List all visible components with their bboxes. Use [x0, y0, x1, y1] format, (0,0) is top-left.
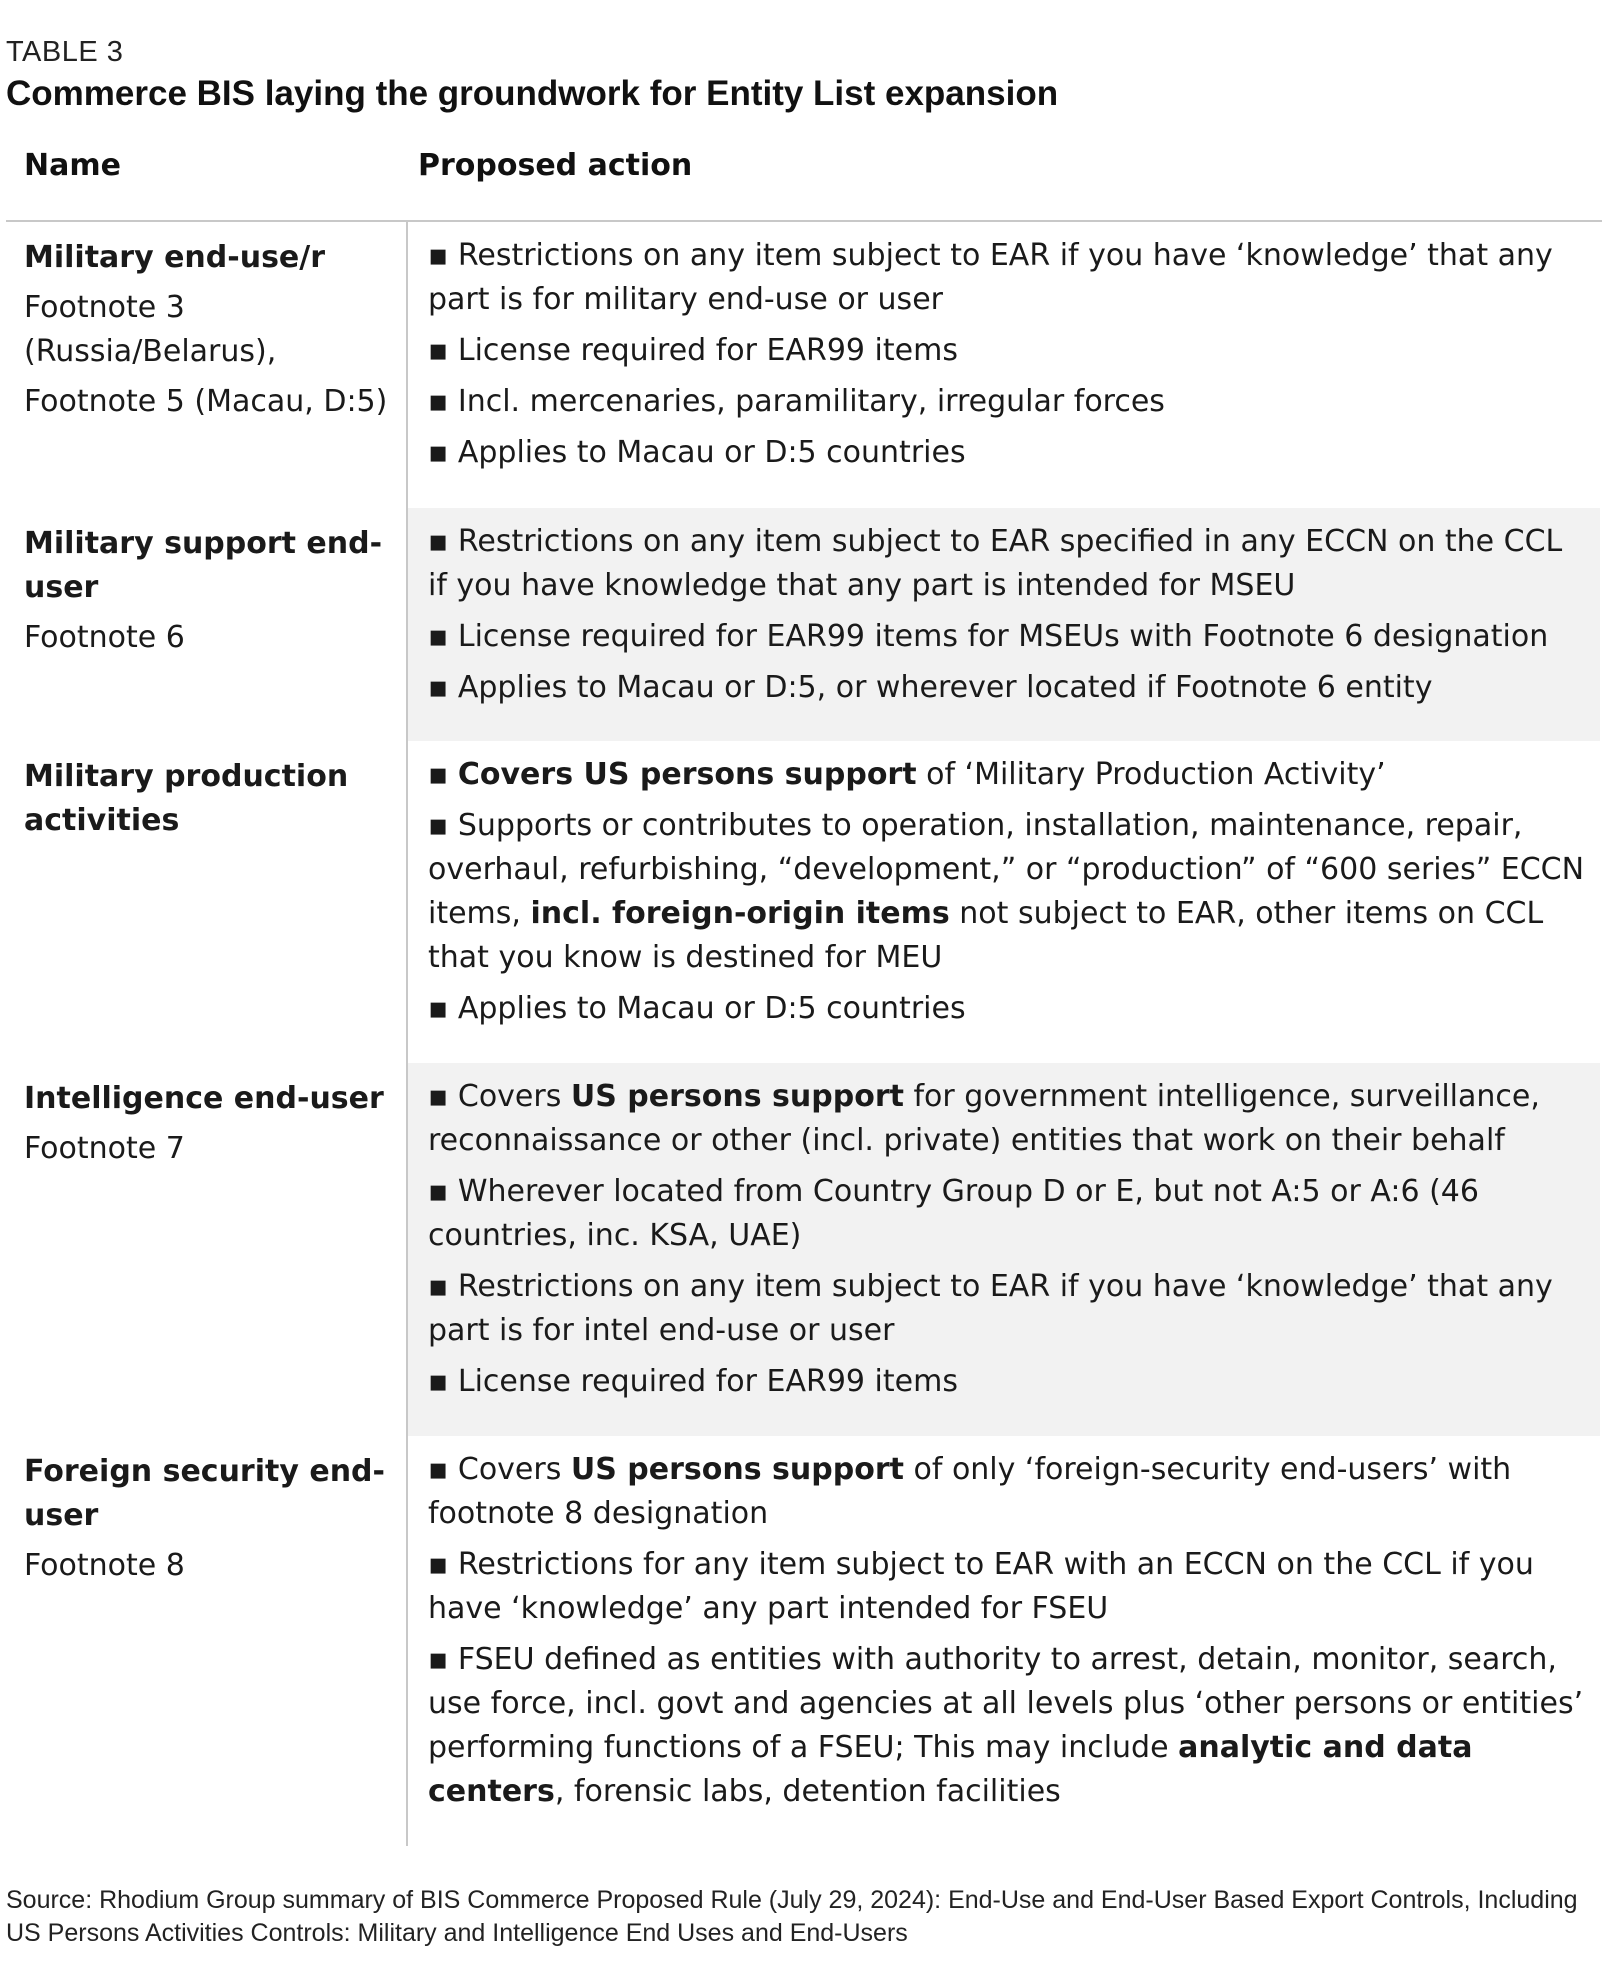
table-row: [0, 1063, 1606, 1436]
action-bullet: [428, 1265, 1586, 1353]
bullet-text: ▪ Covers: [428, 1452, 571, 1487]
column-header-action: Proposed action: [418, 148, 693, 183]
bullet-text: of only ‘foreign-security end-users’ with footnote 8 designation: [428, 1452, 1512, 1531]
bullet-text: ▪ Wherever located from Country Group D or E, but not A:5 or A:6 (46 countries, inc. KSA, UAE): [428, 1174, 1479, 1253]
bullet-text: , forensic labs, detention facilities: [554, 1774, 1061, 1809]
bullet-text: ▪ Covers: [428, 1079, 571, 1114]
bullet-text: not subject to EAR, other items on CCL that you know is destined for MEU: [428, 896, 1544, 975]
action-cell: [428, 753, 1586, 1038]
bullet-text: ▪: [428, 757, 458, 792]
bullet-emphasis: incl. foreign-origin items: [530, 896, 950, 931]
action-bullet: [428, 520, 1586, 608]
name-cell: [24, 236, 394, 424]
row-footnote: Footnote 3 (Russia/Belarus),: [24, 290, 277, 369]
action-bullet: [428, 1543, 1586, 1631]
bullet-text: ▪ FSEU defined as entities with authority to arrest, detain, monitor, search, use force, incl. govt and agencies at all levels plus ‘other persons or entities’ performing functions of a FSEU; This may include: [428, 1642, 1584, 1765]
bullet-emphasis: US persons support: [570, 1079, 904, 1114]
bullet-emphasis: analytic and data centers: [428, 1730, 1473, 1809]
row-name: Foreign security end-user: [24, 1454, 385, 1533]
table-row: [0, 741, 1606, 1063]
bullet-text: ▪ Restrictions on any item subject to EAR if you have ‘knowledge’ that any part is for military end-use or user: [428, 238, 1553, 317]
action-bullet: [428, 615, 1586, 659]
name-cell: [24, 1450, 394, 1588]
action-cell: [428, 234, 1586, 482]
column-header-name: Name: [24, 148, 121, 183]
bullet-text: ▪ Restrictions for any item subject to EAR with an ECCN on the CCL if you have ‘knowledge’ any part intended for FSEU: [428, 1547, 1534, 1626]
bullet-text: ▪ Supports or contributes to operation, installation, maintenance, repair, overhaul, refurbishing, “development,” or “production” of “600 series” ECCN items,: [428, 808, 1585, 931]
table-row: [0, 222, 1606, 508]
table-row: [0, 1436, 1606, 1846]
bullet-text: ▪ Applies to Macau or D:5, or wherever located if Footnote 6 entity: [428, 670, 1433, 705]
row-footnote: Footnote 7: [24, 1131, 185, 1166]
name-cell: [24, 755, 394, 843]
action-bullet: [428, 329, 1586, 373]
row-name: Military end-use/r: [24, 240, 326, 275]
action-bullet: [428, 666, 1586, 710]
action-bullet: [428, 1448, 1586, 1536]
name-cell: [24, 522, 394, 660]
row-name: Military support end-user: [24, 526, 383, 605]
bullet-text: ▪ Applies to Macau or D:5 countries: [428, 435, 966, 470]
source-note: Source: Rhodium Group summary of BIS Commerce Proposed Rule (July 29, 2024): End-Use and End-User Based Export Controls, Including US Persons Activities Controls: Military and Intelligence End Uses and End-Users: [6, 1886, 1578, 1947]
table-label: TABLE 3: [6, 36, 124, 68]
action-bullet: [428, 380, 1586, 424]
bullet-emphasis: US persons support: [570, 1452, 904, 1487]
action-bullet: [428, 804, 1586, 980]
row-name: Military production activities: [24, 759, 349, 838]
bullet-text: for government intelligence, surveillance, reconnaissance or other (incl. private) entities that work on their behalf: [428, 1079, 1540, 1158]
bullet-text: ▪ Restrictions on any item subject to EAR if you have ‘knowledge’ that any part is for intel end-use or user: [428, 1269, 1553, 1348]
bullet-text: of ‘Military Production Activity’: [916, 757, 1386, 792]
bullet-text: ▪ License required for EAR99 items: [428, 1364, 958, 1399]
action-bullet: [428, 1360, 1586, 1404]
table-title: Commerce BIS laying the groundwork for Entity List expansion: [6, 74, 1059, 113]
row-footnote: Footnote 8: [24, 1548, 185, 1583]
action-bullet: [428, 1075, 1586, 1163]
action-bullet: [428, 431, 1586, 475]
row-name: Intelligence end-user: [24, 1081, 384, 1116]
table-row: [0, 508, 1606, 741]
bullet-text: ▪ Applies to Macau or D:5 countries: [428, 991, 966, 1026]
action-bullet: [428, 1638, 1586, 1814]
row-footnote: Footnote 6: [24, 620, 185, 655]
bullet-text: ▪ Restrictions on any item subject to EAR specified in any ECCN on the CCL if you have knowledge that any part is intended for MSEU: [428, 524, 1563, 603]
bullet-text: ▪ Incl. mercenaries, paramilitary, irregular forces: [428, 384, 1165, 419]
action-bullet: [428, 234, 1586, 322]
action-bullet: [428, 753, 1586, 797]
bullet-text: ▪ License required for EAR99 items: [428, 333, 958, 368]
action-cell: [428, 520, 1586, 717]
action-bullet: [428, 987, 1586, 1031]
row-footnote: Footnote 5 (Macau, D:5): [24, 384, 388, 419]
action-cell: [428, 1448, 1586, 1821]
name-cell: [24, 1077, 394, 1171]
bullet-text: ▪ License required for EAR99 items for MSEUs with Footnote 6 designation: [428, 619, 1549, 654]
action-cell: [428, 1075, 1586, 1411]
bullet-emphasis: Covers US persons support: [457, 757, 917, 792]
column-divider: [406, 222, 408, 1846]
action-bullet: [428, 1170, 1586, 1258]
